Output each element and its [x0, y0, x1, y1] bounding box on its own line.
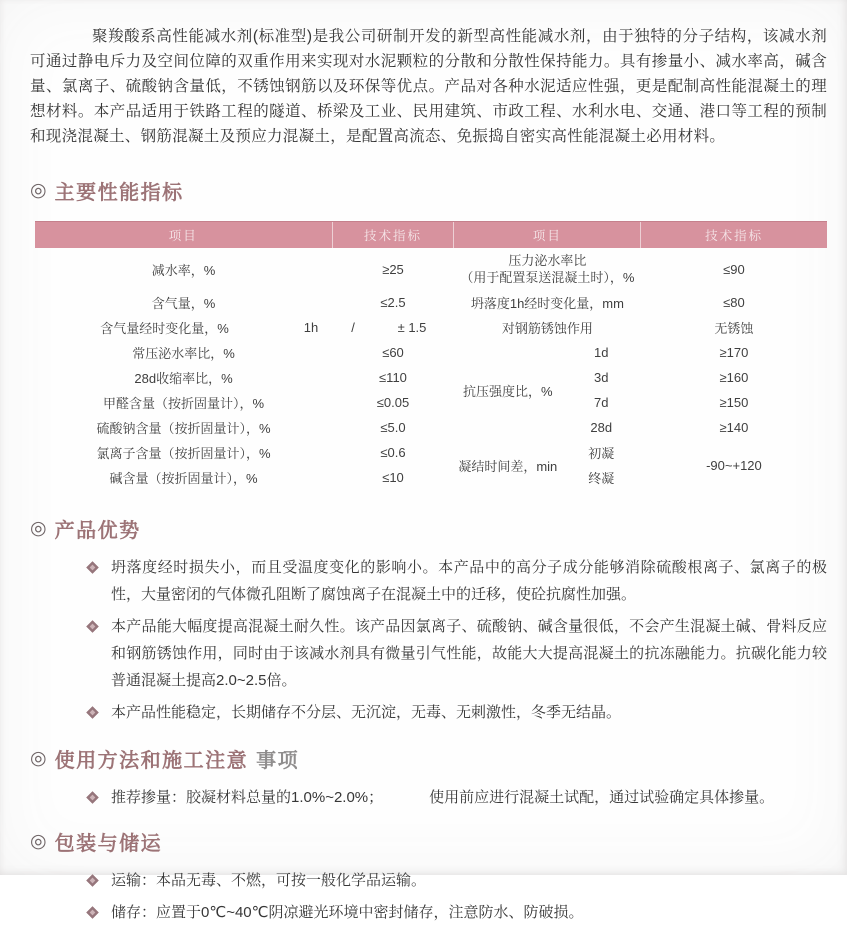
list-item-text: 本产品性能稳定，长期储存不分层、无沉淀，无毒、无刺激性，冬季无结晶。: [111, 704, 622, 721]
table-cell: ≥160: [719, 370, 749, 385]
table-cell: 抗压强度比，%: [463, 383, 553, 399]
table-cell: 初凝: [588, 446, 615, 461]
table-cell: [35, 315, 332, 340]
table-cell: 凝结时间差，min: [458, 458, 558, 474]
table-cell: 含气量，%: [151, 296, 216, 311]
table-header: [35, 222, 827, 249]
table-row: [35, 415, 827, 440]
section-title: 包装与储运: [54, 833, 163, 855]
list-item: [88, 554, 827, 608]
table-cell: ≤0.05: [376, 395, 410, 410]
cell-line: （用于配置泵送混凝土时），%: [460, 270, 635, 285]
cell-label: 含气量经时变化量，%: [100, 321, 229, 336]
diamond-bullet-icon: [86, 874, 99, 887]
list-item: [88, 613, 827, 694]
intro-paragraph: 聚羧酸系高性能减水剂(标准型)是我公司研制开发的新型高性能减水剂，由于独特的分子结构，该减水剂可通过静电斥力及空间位障的双重作用来实现对水泥颗粒的分散和分散性保持能力。具有掺量小、减水率高，碱含量、氯离子、硫酸钠含量低，不锈蚀钢筋以及环保等优点。产品对各种水泥适应性强，更是配制高性能混凝土的理想材料。本产品适用于铁路工程的隧道、桥梁及工业、民用建筑、市政工程、水利水电、交通、港口等工程的预制和现浇混凝土、钢筋混凝土及预应力混凝土，是配置高流态、免振捣自密实高性能混凝土必用材料。: [30, 28, 827, 145]
table-cell: ≤5.0: [380, 420, 406, 435]
cell-value: ± 1.5: [397, 320, 427, 335]
section-title: 主要性能指标: [54, 182, 184, 204]
table-header-cell: 技术指标: [332, 222, 454, 249]
list-item-text: 本产品能大幅度提高混凝土耐久性。该产品因氯离子、硫酸钠、碱含量很低，不会产生混凝土碱、骨料反应和钢筋锈蚀作用，同时由于该减水剂具有微量引气性能，故能大大提高混凝土的抗冻融能力。抗碳化能力较普通混凝土提高2.0~2.5倍。: [111, 618, 827, 689]
section-heading-performance: [30, 176, 827, 205]
list-item: [88, 784, 827, 811]
table-cell: 28d: [590, 420, 613, 435]
table-cell: 硫酸钠含量（按折固量计），%: [96, 421, 271, 436]
table-cell: 无锈蚀: [714, 321, 754, 336]
table-cell: 对钢筋锈蚀作用: [501, 321, 593, 336]
table-cell: ≤80: [723, 295, 745, 310]
table-cell: 碱含量（按折固量计），%: [109, 471, 258, 486]
table-cell: 1d: [594, 345, 609, 360]
table-cell: 28d收缩率比，%: [134, 371, 233, 386]
cell-sub-label: 1h: [303, 320, 319, 335]
diamond-bullet-icon: [86, 706, 99, 719]
table-cell: ≥170: [719, 345, 749, 360]
diamond-bullet-icon: [86, 620, 99, 633]
table-cell: 3d: [594, 370, 609, 385]
advantages-list: [30, 554, 827, 726]
section-heading-usage: [30, 744, 827, 773]
list-item: [88, 899, 827, 926]
table-cell: [454, 248, 641, 290]
table-cell: [332, 315, 454, 340]
table-cell: 坍落度1h经时变化量，mm: [470, 296, 624, 311]
trial-mix-note: 使用前应进行混凝土试配，通过试验确定具体掺量。: [429, 789, 775, 806]
table-cell: 减水率，%: [151, 262, 216, 278]
performance-table-wrap: [35, 221, 827, 490]
table-header-cell: 项目: [454, 222, 641, 249]
dosage-text: 推荐掺量：胶凝材料总量的1.0%~2.0%；: [111, 789, 384, 806]
usage-list: [30, 784, 827, 811]
table-cell: 氯离子含量（按折固量计），%: [96, 446, 271, 461]
table-row: [35, 390, 827, 415]
diamond-bullet-icon: [86, 791, 99, 804]
packaging-list: [30, 867, 827, 926]
table-cell: ≥25: [382, 261, 404, 277]
table-cell: 甲醛含量（按折固量计），%: [102, 396, 265, 411]
list-item-text: 坍落度经时损失小，而且受温度变化的影响小。本产品中的高分子成分能够消除硫酸根离子、氯离子的极性，大量密闭的气体微孔阻断了腐蚀离子在混凝土中的迁移，使砼抗腐性加强。: [111, 559, 827, 603]
cell-slash: /: [351, 320, 355, 335]
table-header-cell: 项目: [35, 222, 332, 249]
bullseye-icon: ◎: [30, 518, 47, 539]
cell-line: 压力泌水率比: [508, 253, 587, 268]
table-row: [35, 340, 827, 365]
table-cell: -90~+120: [706, 457, 762, 473]
bullseye-icon: ◎: [30, 831, 47, 852]
table-cell: 终凝: [588, 471, 615, 486]
section-heading-advantages: [30, 514, 827, 543]
performance-table: [35, 221, 827, 490]
table-row: [35, 365, 827, 390]
list-item: [88, 867, 827, 894]
table-cell: ≤110: [379, 370, 407, 385]
diamond-bullet-icon: [86, 561, 99, 574]
table-cell: ≤2.5: [380, 295, 406, 310]
table-cell: ≤10: [382, 470, 404, 485]
cell-split: [37, 318, 330, 337]
table-cell: ≥140: [719, 420, 749, 435]
cell-split: [334, 320, 452, 335]
table-cell: 常压泌水率比，%: [132, 346, 235, 361]
list-item-text: 储存：应置于0℃~40℃阴凉避光环境中密封储存，注意防水、防破损。: [111, 904, 584, 921]
table-row: [35, 315, 827, 340]
table-header-row: [35, 222, 827, 249]
table-row: [35, 248, 827, 290]
table-cell: 7d: [594, 395, 609, 410]
list-item-text: 运输：本品无毒、不燃，可按一般化学品运输。: [111, 872, 427, 889]
bullseye-icon: ◎: [30, 748, 47, 769]
list-item-text: [111, 784, 827, 811]
section-title-faded: 事项: [256, 750, 300, 772]
bullseye-icon: ◎: [30, 180, 47, 201]
table-body: [35, 248, 827, 490]
table-cell: ≤0.6: [380, 445, 406, 460]
section-heading-packaging: [30, 827, 827, 856]
table-cell: ≥150: [719, 395, 749, 410]
table-row: [35, 440, 827, 465]
diamond-bullet-icon: [86, 906, 99, 919]
table-header-cell: 技术指标: [641, 222, 827, 249]
table-cell: ≤60: [382, 345, 404, 360]
list-item: [88, 699, 827, 726]
table-cell: ≤90: [723, 261, 745, 277]
section-title: 使用方法和施工注意: [54, 750, 249, 772]
section-title: 产品优势: [54, 520, 141, 542]
table-row: [35, 290, 827, 315]
